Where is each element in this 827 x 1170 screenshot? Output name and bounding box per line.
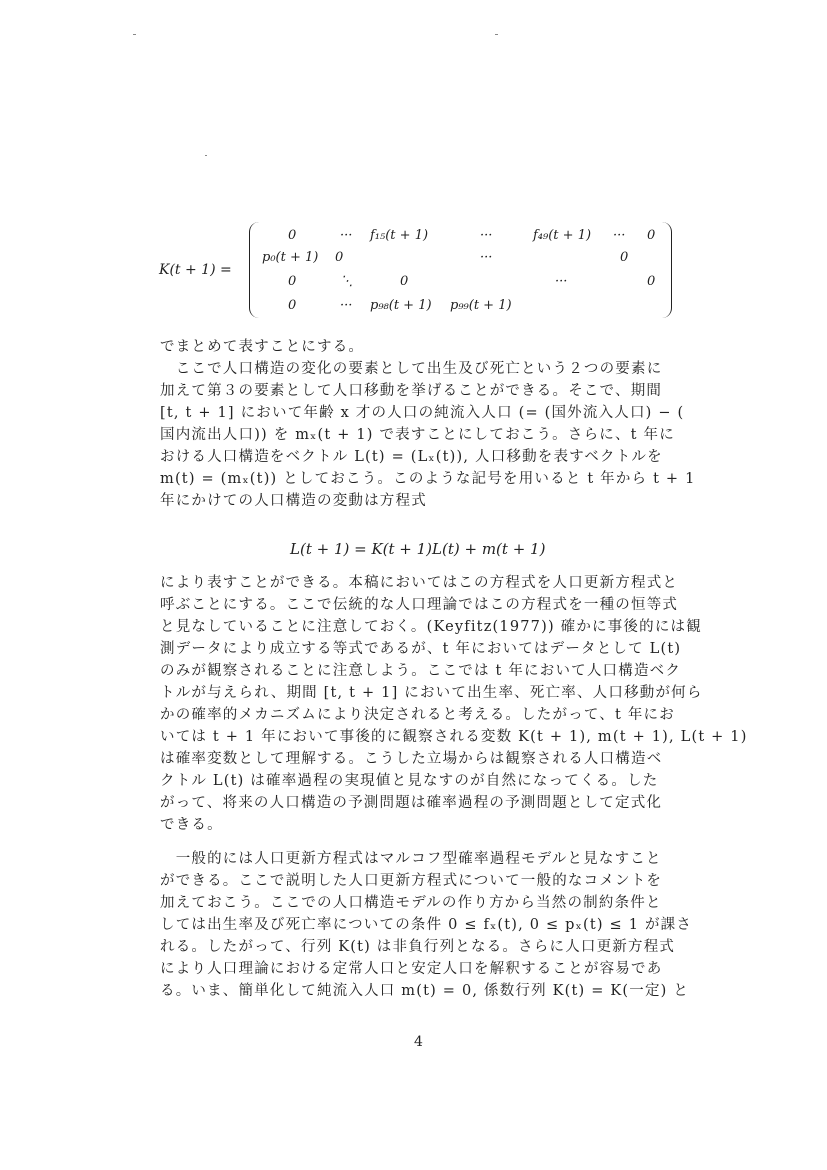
matrix-cell: ···	[340, 298, 353, 313]
matrix-cell: ···	[613, 228, 626, 243]
text-line: と見なしていることに注意しておく。(Keyfitz(1977)) 確かに事後的には観	[160, 619, 702, 635]
matrix-cell: p₉₉(t + 1)	[450, 298, 512, 313]
matrix-right-paren	[661, 222, 672, 318]
scan-speck	[205, 155, 207, 156]
matrix-equation	[155, 222, 675, 322]
scan-speck	[133, 34, 136, 35]
text-line: がって、将来の人口構造の予測問題は確率過程の予測問題として定式化	[160, 795, 663, 811]
matrix-cell: p₉₈(t + 1)	[370, 298, 432, 313]
text-line: れる。したがって、行列 K(t) は非負行列となる。さらに人口更新方程式	[160, 939, 676, 955]
matrix-cell: ···	[340, 228, 353, 243]
matrix-cell: 0	[620, 250, 629, 265]
matrix-cell: ···	[480, 228, 493, 243]
text-line: 国内流出人口)) を mₓ(t + 1) で表すことにしておこう。さらに、t 年に	[160, 427, 675, 443]
text-line: により人口理論における定常人口と安定人口を解釈することが容易であ	[160, 961, 663, 977]
matrix-cell: p₀(t + 1)	[262, 250, 319, 265]
text-line: は確率変数として理解する。こうした立場からは観察される人口構造ベ	[160, 751, 663, 767]
body-paragraph-3	[160, 848, 693, 1002]
matrix-cell: ⋱	[340, 274, 353, 289]
matrix-cell: f₄₉(t + 1)	[533, 228, 592, 243]
matrix-cell: f₁₅(t + 1)	[370, 228, 429, 243]
text-line: できる。	[160, 817, 223, 833]
text-line: 一般的には人口更新方程式はマルコフ型確率過程モデルと見なすこと	[160, 851, 662, 867]
matrix-cell: ···	[480, 250, 493, 265]
text-line: [t, t + 1] において年齢 x 才の人口の純流入人口 (= (国外流入人口) − (	[160, 405, 685, 421]
matrix-cell: 0	[647, 274, 656, 289]
matrix-cell: 0	[335, 250, 344, 265]
text-line: いては t + 1 年において事後的に観察される変数 K(t + 1), m(t + 1), L(t + 1)	[160, 729, 748, 745]
matrix-left-paren	[249, 222, 260, 318]
text-line: ができる。ここで説明した人口更新方程式について一般的なコメントを	[160, 873, 663, 889]
text-line: る。いま、簡単化して純流入人口 m(t) = 0, 係数行列 K(t) = K(一定) と	[160, 983, 690, 999]
text-line: 加えて第３の要素として人口移動を挙げることができる。そこで、期間	[160, 383, 663, 399]
text-line: により表すことができる。本稿においてはこの方程式を人口更新方程式と	[160, 575, 679, 591]
text-line: しては出生率及び死亡率についての条件 0 ≤ fₓ(t), 0 ≤ pₓ(t) ≤ 1 が課さ	[160, 917, 693, 933]
matrix-cell: 0	[288, 298, 297, 313]
population-update-equation: L(t + 1) = K(t + 1)L(t) + m(t + 1)	[290, 540, 546, 558]
scan-speck	[495, 34, 498, 35]
text-line: クトル L(t) は確率過程の実現値と見なすのが自然になってくる。した	[160, 773, 659, 789]
text-line: ここで人口構造の変化の要素として出生及び死亡という２つの要素に	[160, 361, 663, 377]
text-line: 測データにより成立する等式であるが、t 年においてはデータとして L(t)	[160, 641, 682, 657]
text-line: おける人口構造をベクトル L(t) = (Lₓ(t)), 人口移動を表すベクトルを	[160, 449, 663, 465]
matrix-cell: ···	[555, 274, 568, 289]
text-line: 加えておこう。ここでの人口構造モデルの作り方から当然の制約条件と	[160, 895, 662, 911]
text-line: のみが観察されることに注意しよう。ここでは t 年において人口構造ベク	[160, 663, 682, 679]
text-line: かの確率的メカニズムにより決定されると考える。したがって、t 年にお	[160, 707, 675, 723]
text-line: でまとめて表すことにする。	[160, 339, 365, 355]
matrix-cell: 0	[647, 228, 656, 243]
text-line: 年にかけての人口構造の変動は方程式	[160, 493, 427, 509]
text-line: トルが与えられ、期間 [t, t + 1] において出生率、死亡率、人口移動が何ら	[160, 685, 703, 701]
page-number: 4	[414, 1034, 423, 1050]
matrix-cell: 0	[288, 274, 297, 289]
text-line: m(t) = (mₓ(t)) としておこう。このような記号を用いると t 年から t + 1	[160, 471, 696, 487]
body-paragraph-2	[160, 572, 748, 836]
matrix-lhs: K(t + 1) =	[159, 262, 232, 278]
text-line: 呼ぶことにする。ここで伝統的な人口理論ではこの方程式を一種の恒等式	[160, 597, 679, 613]
body-paragraph-1	[160, 336, 696, 512]
matrix-cell: 0	[288, 228, 297, 243]
matrix-cell: 0	[400, 274, 409, 289]
